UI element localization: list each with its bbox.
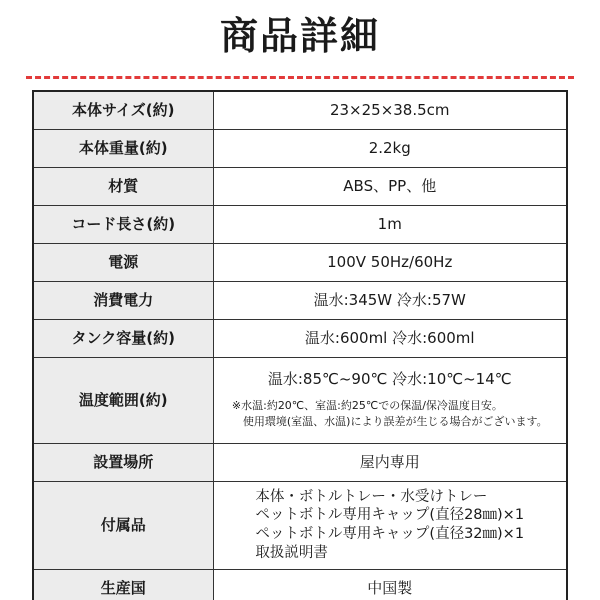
spec-label: 付属品 — [33, 481, 213, 569]
spec-value: 温水:345W 冷水:57W — [213, 281, 567, 319]
accessory-item: ペットボトル専用キャップ(直径32㎜)×1 — [255, 526, 525, 542]
spec-label: タンク容量(約) — [33, 319, 213, 357]
accessory-item: 取扱説明書 — [255, 544, 328, 561]
spec-label: 材質 — [33, 167, 213, 205]
accessory-item: 本体・ボトルトレー・水受けトレー — [255, 488, 488, 505]
spec-row-size — [33, 91, 567, 129]
temperature-note-line: ※水温:約20℃、室温:約25℃での保温/保冷温度目安。 — [231, 399, 503, 413]
spec-value-cell — [213, 357, 567, 443]
spec-label: 生産国 — [33, 569, 213, 600]
spec-row-location — [33, 443, 567, 481]
spec-value: 屋内専用 — [213, 443, 567, 481]
spec-value: 温水:85℃~90℃ 冷水:10℃~14℃ — [267, 369, 512, 388]
spec-row-tank — [33, 319, 567, 357]
spec-label: 設置場所 — [33, 443, 213, 481]
spec-value: 温水:600ml 冷水:600ml — [213, 319, 567, 357]
spec-value: 1m — [213, 205, 567, 243]
spec-row-weight — [33, 129, 567, 167]
spec-value: 23×25×38.5cm — [213, 91, 567, 129]
spec-row-origin — [33, 569, 567, 600]
spec-row-temperature — [33, 357, 567, 443]
spec-value: 100V 50Hz/60Hz — [213, 243, 567, 281]
spec-label: 電源 — [33, 243, 213, 281]
accessory-item: ペットボトル専用キャップ(直径28㎜)×1 — [255, 507, 525, 524]
spec-row-cord — [33, 205, 567, 243]
spec-value: 中国製 — [213, 569, 567, 600]
spec-row-material — [33, 167, 567, 205]
dashed-divider — [26, 76, 574, 79]
spec-value: 2.2kg — [213, 129, 567, 167]
page-title: 商品詳細 — [219, 14, 380, 58]
temperature-note-line: 使用環境(室温、水温)により誤差が生じる場合がございます。 — [242, 415, 548, 429]
spec-table — [32, 90, 568, 600]
spec-value-cell — [213, 481, 567, 569]
spec-label: 温度範囲(約) — [33, 357, 213, 443]
spec-label: 本体サイズ(約) — [33, 91, 213, 129]
accessory-list — [255, 488, 524, 562]
spec-row-accessories — [33, 481, 567, 569]
spec-row-power-supply — [33, 243, 567, 281]
temperature-note — [232, 398, 548, 430]
spec-value: ABS、PP、他 — [213, 167, 567, 205]
spec-label: 消費電力 — [33, 281, 213, 319]
spec-row-consumption — [33, 281, 567, 319]
spec-label: コード長さ(約) — [33, 205, 213, 243]
spec-label: 本体重量(約) — [33, 129, 213, 167]
